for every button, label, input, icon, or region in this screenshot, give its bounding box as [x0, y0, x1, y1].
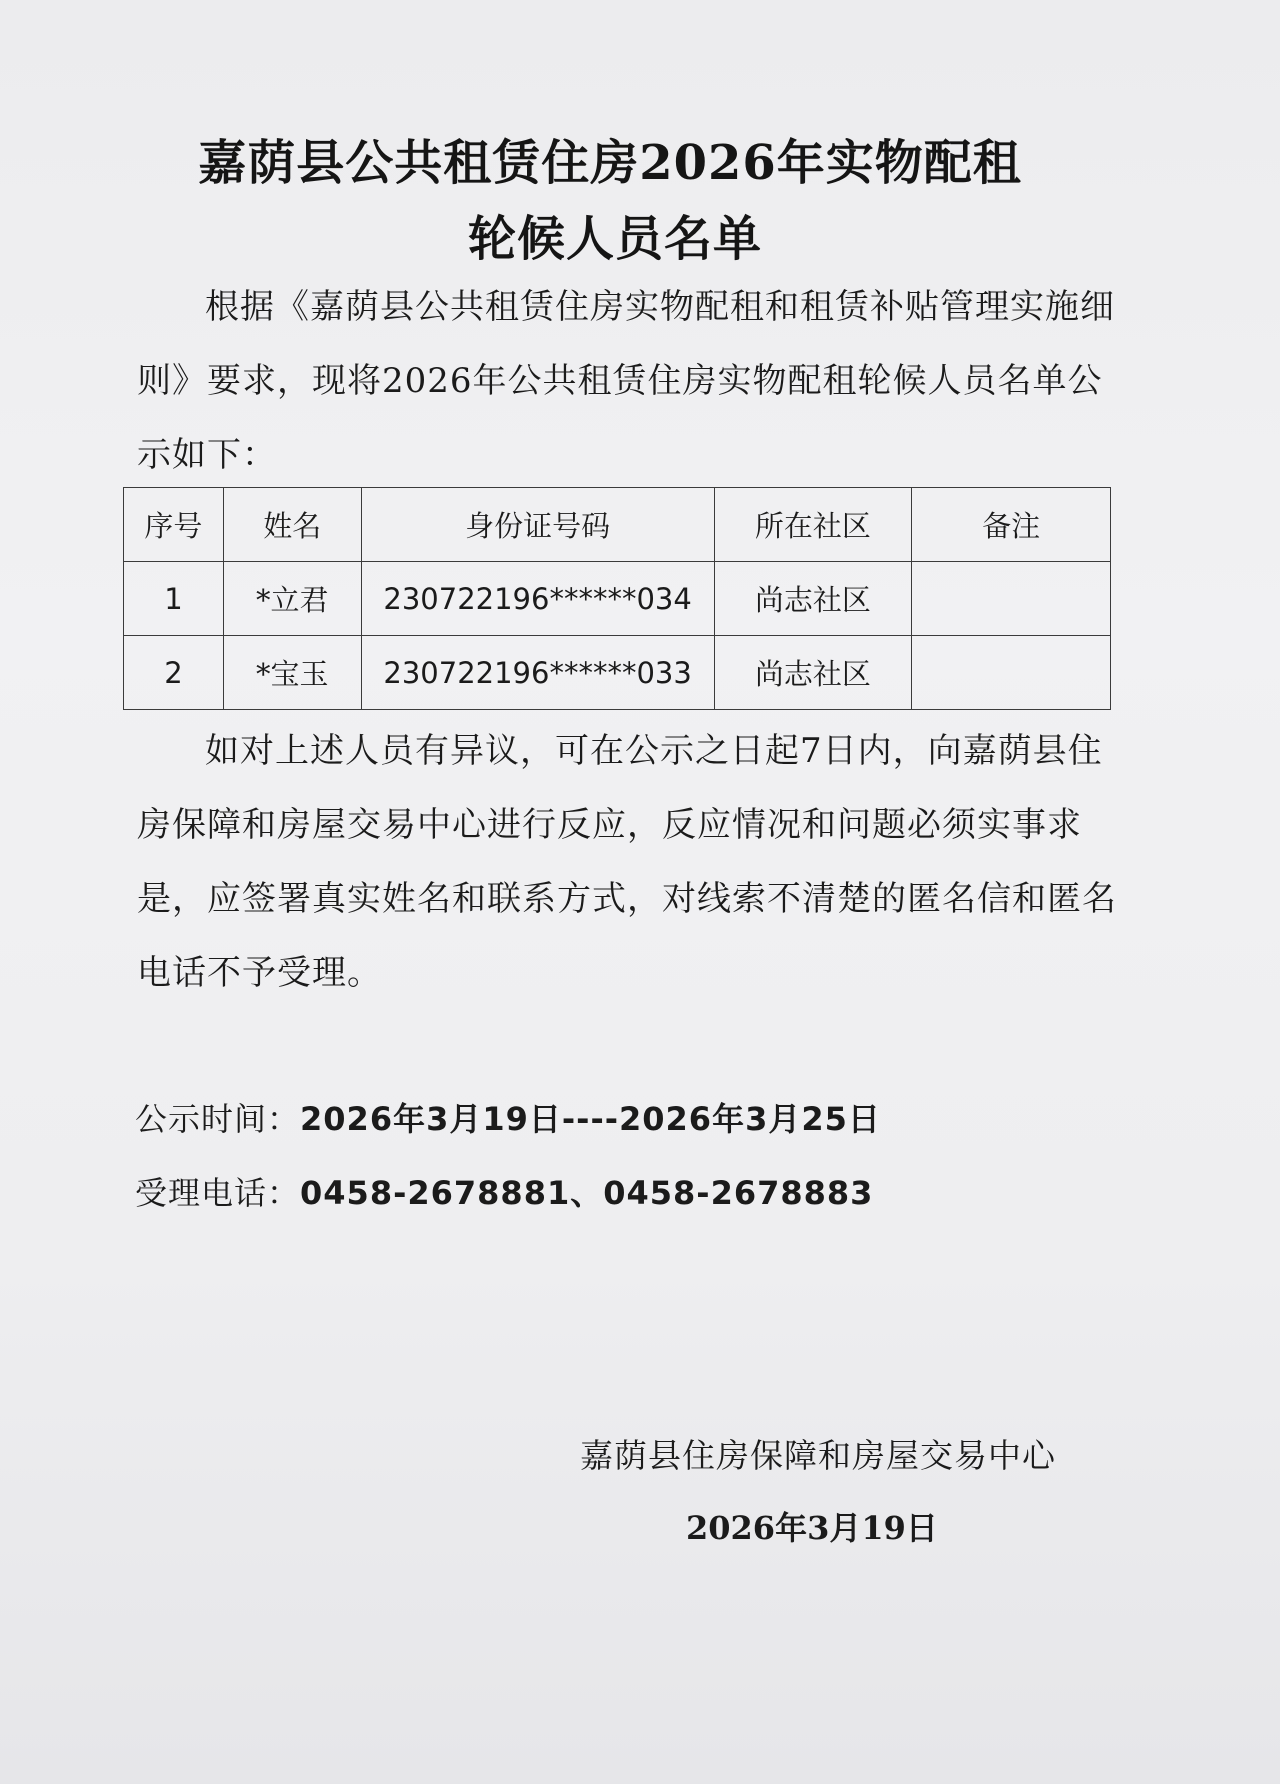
signature-organization: 嘉荫县住房保障和房屋交易中心 — [580, 1436, 1056, 1475]
cell-id-number: 230722196******033 — [361, 636, 714, 710]
signature-date: 2026年3月19日 — [686, 1509, 938, 1547]
notice-period-value: 2026年3月19日----2026年3月25日 — [300, 1100, 881, 1138]
notice-period — [135, 1094, 881, 1140]
cell-name: *立君 — [223, 562, 361, 636]
table-header-row — [124, 488, 1111, 562]
objection-paragraph — [137, 714, 1137, 1010]
table-row — [124, 636, 1111, 710]
notice-period-label: 公示时间： — [135, 1100, 301, 1138]
cell-community: 尚志社区 — [714, 562, 912, 636]
document-title-line1: 嘉荫县公共租赁住房2026年实物配租 — [198, 135, 1022, 191]
header-name: 姓名 — [223, 488, 361, 562]
cell-name: *宝玉 — [223, 636, 361, 710]
header-index: 序号 — [124, 488, 224, 562]
document-title-line2: 轮候人员名单 — [467, 211, 762, 267]
phone-info — [135, 1168, 873, 1214]
header-id-number: 身份证号码 — [361, 488, 714, 562]
cell-id-number: 230722196******034 — [361, 562, 714, 636]
waiting-list-table — [123, 487, 1111, 710]
phone-label: 受理电话： — [135, 1174, 301, 1212]
intro-text: 根据《嘉荫县公共租赁住房实物配租和租赁补贴管理实施细则》要求，现将2026年公共租赁住房实物配租轮候人员名单公示如下： — [137, 287, 1115, 475]
header-remarks: 备注 — [912, 488, 1111, 562]
cell-index: 2 — [124, 636, 224, 710]
header-community: 所在社区 — [714, 488, 912, 562]
cell-index: 1 — [124, 562, 224, 636]
cell-community: 尚志社区 — [714, 636, 912, 710]
table-row — [124, 562, 1111, 636]
objection-text: 如对上述人员有异议，可在公示之日起7日内，向嘉荫县住房保障和房屋交易中心进行反应，反应情况和问题必须实事求是，应签署真实姓名和联系方式，对线索不清楚的匿名信和匿名电话不予受理。 — [137, 731, 1117, 993]
cell-remarks — [912, 636, 1111, 710]
phone-value: 0458-2678881、0458-2678883 — [300, 1174, 874, 1212]
intro-paragraph — [137, 270, 1137, 492]
cell-remarks — [912, 562, 1111, 636]
